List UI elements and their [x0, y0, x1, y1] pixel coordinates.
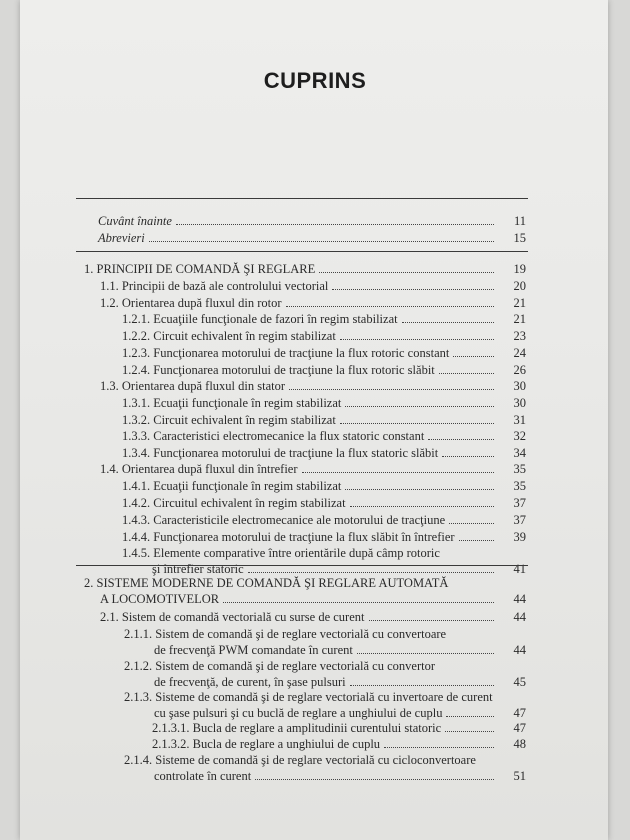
leader-dots [345, 395, 494, 407]
toc-entry-label: 1.3. Orientarea după fluxul din stator [100, 379, 286, 393]
toc-entry-continuation [0, 591, 630, 607]
divider-top [76, 198, 528, 199]
toc-entry-label: 2.1.2. Sistem de comandă şi de reglare vectorială cu convertor [124, 659, 435, 673]
leader-dots [319, 261, 494, 273]
leader-dots [302, 461, 495, 473]
toc-entry-label: 1.4.5. Elemente comparative între orientările după câmp rotoric [122, 546, 440, 560]
leader-dots [350, 674, 494, 686]
toc-entry [0, 428, 630, 444]
toc-entry-label: Abrevieri [98, 231, 145, 245]
leader-dots [149, 230, 494, 242]
toc-entry-label-line2: şi întrefier statoric [152, 562, 244, 576]
toc-entry-label: 1.2.2. Circuit echivalent în regim stabilizat [122, 329, 336, 343]
toc-entry-label: 1. PRINCIPII DE COMANDĂ ŞI REGLARE [84, 262, 316, 276]
toc-entry [0, 295, 630, 311]
toc-page-number: 44 [513, 592, 526, 606]
leader-dots [223, 591, 494, 603]
toc-page-number: 37 [513, 496, 526, 510]
toc-page-number: 26 [513, 363, 526, 377]
toc-page-number: 35 [513, 462, 526, 476]
toc-entry [0, 512, 630, 528]
leader-dots [357, 642, 494, 654]
toc-entry [0, 395, 630, 411]
toc-entry [0, 362, 630, 378]
toc-page-number: 44 [513, 610, 526, 624]
toc-entry-continuation [0, 642, 630, 658]
leader-dots [369, 609, 495, 621]
toc-page-number: 47 [513, 721, 526, 735]
toc-entry [0, 752, 630, 768]
toc-entry [0, 529, 630, 545]
toc-entry [0, 445, 630, 461]
toc-page-number: 44 [513, 643, 526, 657]
leader-dots [176, 213, 494, 225]
toc-page-number: 30 [513, 396, 526, 410]
toc-entry [0, 575, 630, 591]
toc-page-number: 21 [513, 296, 526, 310]
toc-entry-label: 1.3.4. Funcţionarea motorului de tracţiune la flux statoric slăbit [122, 446, 439, 460]
toc-entry [0, 720, 630, 736]
toc-page-number: 47 [513, 706, 526, 720]
toc-page-number: 20 [513, 279, 526, 293]
toc-entry-label-line2: A LOCOMOTIVELOR [100, 592, 220, 606]
toc-entry [0, 545, 630, 561]
leader-dots [345, 478, 494, 490]
toc-entry-label: 1.1. Principii de bază ale controlului vectorial [100, 279, 329, 293]
toc-entry-label: 1.2.3. Funcţionarea motorului de tracţiune la flux rotoric constant [122, 346, 450, 360]
leader-dots [449, 512, 494, 524]
toc-entry-continuation [0, 768, 630, 784]
toc-page-number: 32 [513, 429, 526, 443]
toc-entry-continuation [0, 674, 630, 690]
toc-page-number: 11 [513, 214, 526, 228]
toc-entry-label-line2: de frecvenţă, de curent, în şase pulsuri [154, 675, 346, 689]
page-title: CUPRINS [263, 68, 367, 93]
leader-dots [446, 705, 494, 717]
leader-dots [340, 412, 494, 424]
toc-entry-continuation [0, 705, 630, 721]
toc-page-number: 34 [513, 446, 526, 460]
toc-front-entry [0, 213, 630, 229]
toc-entry [0, 278, 630, 294]
toc-page-number: 45 [513, 675, 526, 689]
toc-page-number: 15 [513, 231, 526, 245]
toc-entry [0, 345, 630, 361]
toc-front-entry [0, 230, 630, 246]
leader-dots [255, 768, 494, 780]
toc-page-number: 19 [513, 262, 526, 276]
leader-dots [402, 311, 494, 323]
toc-entry-label: 1.4.3. Caracteristicile electromecanice ale motorului de tracţiune [122, 513, 446, 527]
toc-entry-label-line2: controlate în curent [154, 769, 252, 783]
toc-entry-label: 2. SISTEME MODERNE DE COMANDĂ ŞI REGLARE AUTOMATĂ [84, 576, 449, 590]
leader-dots [428, 428, 494, 440]
leader-dots [442, 445, 494, 457]
toc-entry [0, 378, 630, 394]
toc-entry [0, 478, 630, 494]
toc-entry [0, 495, 630, 511]
divider-chapter-2 [76, 565, 528, 566]
toc-entry-label: 1.2.1. Ecuaţiile funcţionale de fazori în regim stabilizat [122, 312, 398, 326]
toc-chapter-heading [0, 261, 630, 277]
leader-dots [445, 720, 494, 732]
leader-dots [248, 561, 494, 573]
toc-page-number: 21 [513, 312, 526, 326]
toc-page-number: 24 [513, 346, 526, 360]
toc-entry [0, 609, 630, 625]
toc-entry-label: 1.3.2. Circuit echivalent în regim stabilizat [122, 413, 336, 427]
toc-page-number: 37 [513, 513, 526, 527]
toc-entry [0, 658, 630, 674]
toc-entry-label: 2.1.3.2. Bucla de reglare a unghiului de cuplu [152, 737, 381, 751]
toc-entry [0, 689, 630, 705]
toc-page-number: 31 [513, 413, 526, 427]
toc-entry-label: 1.2.4. Funcţionarea motorului de tracţiune la flux rotoric slăbit [122, 363, 435, 377]
toc-entry-label: 1.3.3. Caracteristici electromecanice la flux statoric constant [122, 429, 425, 443]
toc-page-number: 35 [513, 479, 526, 493]
leader-dots [453, 345, 494, 357]
leader-dots [459, 529, 494, 541]
toc-page-number: 41 [513, 562, 526, 576]
toc-entry-label: 1.4.1. Ecuaţii funcţionale în regim stabilizat [122, 479, 342, 493]
toc-entry [0, 626, 630, 642]
toc-entry-label-line2: de frecvenţă PWM comandate în curent [154, 643, 353, 657]
toc-entry-label: 1.4.2. Circuitul echivalent în regim stabilizat [122, 496, 346, 510]
leader-dots [289, 378, 494, 390]
leader-dots [384, 736, 494, 748]
toc-entry-label-line2: cu şase pulsuri şi cu buclă de reglare a unghiului de cuplu [154, 706, 443, 720]
toc-page-number: 30 [513, 379, 526, 393]
toc-entry-label: Cuvânt înainte [98, 214, 172, 228]
toc-entry-label: 2.1.3.1. Bucla de reglare a amplitudinii curentului statoric [152, 721, 442, 735]
toc-entry-label: 1.4. Orientarea după fluxul din întrefier [100, 462, 298, 476]
leader-dots [332, 278, 494, 290]
toc-page-number: 51 [513, 769, 526, 783]
toc-page-number: 39 [513, 530, 526, 544]
toc-entry-label: 1.2. Orientarea după fluxul din rotor [100, 296, 282, 310]
toc-entry [0, 328, 630, 344]
toc-entry-label: 2.1.3. Sisteme de comandă şi de reglare vectorială cu invertoare de curent [124, 690, 493, 704]
toc-entry-label: 2.1. Sistem de comandă vectorială cu surse de curent [100, 610, 365, 624]
toc-entry [0, 461, 630, 477]
leader-dots [439, 362, 494, 374]
leader-dots [340, 328, 494, 340]
toc-entry-label: 1.4.4. Funcţionarea motorului de tracţiune la flux slăbit în întrefier [122, 530, 455, 544]
toc-page-number: 48 [513, 737, 526, 751]
toc-entry-label: 2.1.4. Sisteme de comandă şi de reglare vectorială cu cicloconvertoare [124, 753, 476, 767]
leader-dots [286, 295, 494, 307]
divider-chapter-1 [76, 251, 528, 252]
toc-entry [0, 311, 630, 327]
toc-entry [0, 736, 630, 752]
toc-entry [0, 412, 630, 428]
toc-page-number: 23 [513, 329, 526, 343]
leader-dots [350, 495, 494, 507]
toc-entry-label: 1.3.1. Ecuaţii funcţionale în regim stabilizat [122, 396, 342, 410]
toc-entry-label: 2.1.1. Sistem de comandă şi de reglare vectorială cu convertoare [124, 627, 447, 641]
